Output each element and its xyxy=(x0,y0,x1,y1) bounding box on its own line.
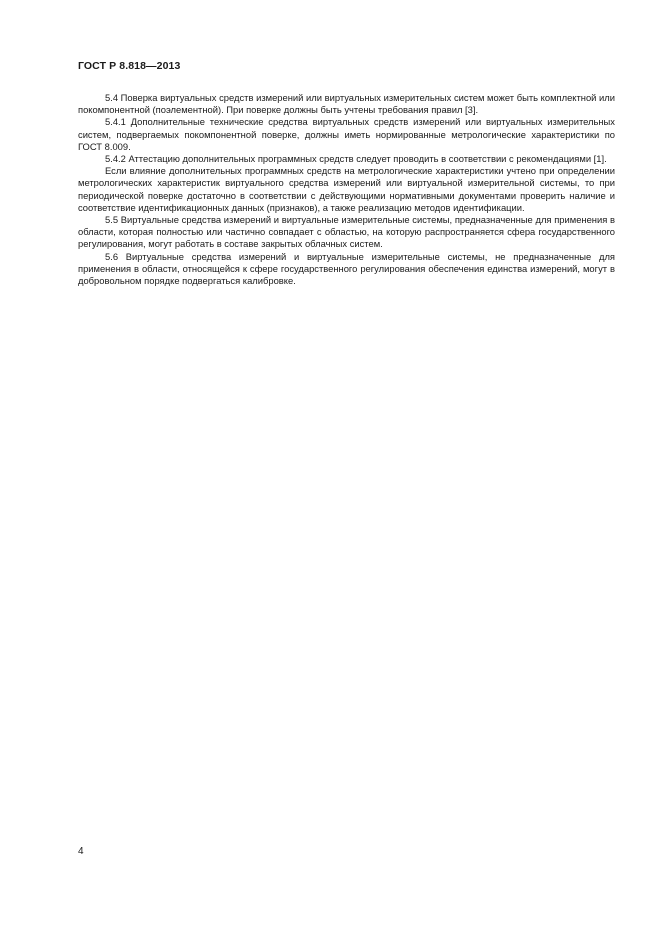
paragraph-5-4-2: 5.4.2 Аттестацию дополнительных программных средств следует проводить в соответствии с рекомендациями [1]. xyxy=(105,153,607,165)
paragraph-5-5: 5.5 Виртуальные средства измерений и виртуальные измерительные системы, предназначенные для применения в области, которая полностью или частично совпадает с областью, на которую распространяется сфера государственного регулирования, могут работать в составе закрытых облачных систем. xyxy=(78,214,615,250)
page-header: ГОСТ Р 8.818—2013 xyxy=(78,60,181,72)
paragraph-5-4: 5.4 Поверка виртуальных средств измерений или виртуальных измерительных систем может быть комплектной или покомпонентной (поэлементной). При поверке должны быть учтены требования правил [3]. xyxy=(78,92,615,116)
paragraph-5-6: 5.6 Виртуальные средства измерений и виртуальные измерительные системы, не предназначенные для применения в области, относящейся к сфере государственного регулирования обеспечения единства измерений, могут в добровольном порядке подвергаться калибровке. xyxy=(78,250,615,287)
document-body xyxy=(78,92,615,287)
paragraph-5-4-1: 5.4.1 Дополнительные технические средства виртуальных средств измерений или виртуальных измерительных систем, подвергаемых покомпонентной поверке, должны иметь нормированные метрологические характеристики по ГОСТ 8.009. xyxy=(78,116,615,152)
page-number: 4 xyxy=(78,846,84,857)
paragraph-software-influence: Если влияние дополнительных программных средств на метрологические характеристики учтено при определении метрологических характеристик виртуального средства измерений или виртуальной измерительной системы, то при периодической поверке достаточно в соответствии с действующими нормативными документами проверить наличие и соответствие идентификационных данных (признаков), а также реализацию методов идентификации. xyxy=(78,165,615,213)
